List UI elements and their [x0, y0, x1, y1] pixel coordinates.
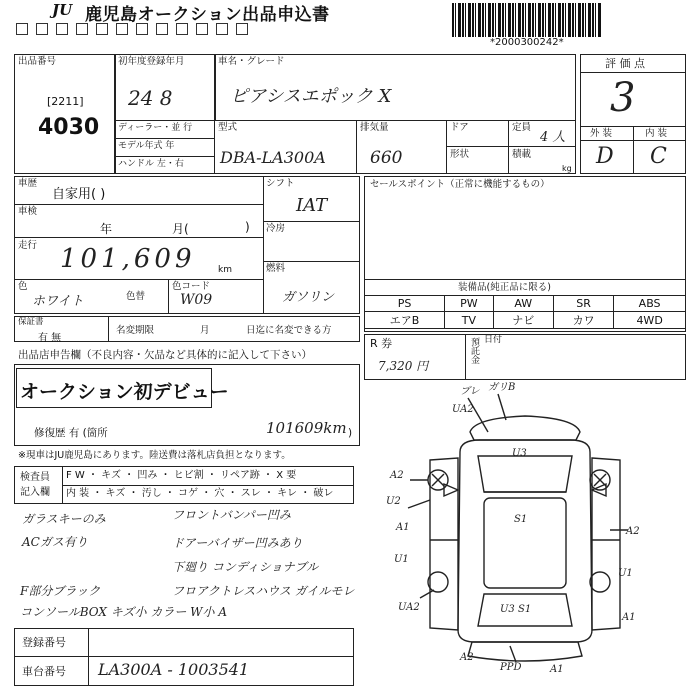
- inspector-row-1: F W ・ キズ ・ 凹み ・ ヒビ割 ・ リペア跡 ・ X 要: [66, 470, 297, 481]
- exterior-label: 外 装: [590, 128, 613, 139]
- diag-label: A2: [460, 652, 474, 663]
- declaration-value: オークション初デビュー: [20, 381, 229, 403]
- chassis-label: 車台番号: [22, 665, 66, 678]
- notice-text: ※現車はJU鹿児島にあります。陸送費は落札店負担となります。: [18, 450, 291, 461]
- shift-label: シフト: [266, 178, 295, 189]
- fuel-label: 燃料: [266, 263, 286, 274]
- deadline-label: 名変期限: [116, 325, 155, 336]
- warranty-label: 保証書: [18, 317, 44, 327]
- wheel-rear-right: [590, 572, 610, 592]
- diag-label: U1: [618, 568, 633, 579]
- load-unit: kg: [562, 164, 572, 173]
- capacity-label: 定員: [512, 122, 532, 133]
- shape-label: 形状: [450, 149, 470, 160]
- note-3-right: 下廻り コンディショナブル: [172, 560, 319, 574]
- capacity-value: 4 人: [540, 130, 566, 145]
- displacement-label: 排気量: [360, 122, 389, 133]
- color-swap-label: 色替: [126, 291, 146, 302]
- chassis-value: LA300A - 1003541: [98, 660, 250, 679]
- equip-abs: ABS: [614, 296, 686, 312]
- barcode: [452, 3, 602, 37]
- inspector-label-1: 検査員: [20, 472, 50, 483]
- diag-label: A2: [390, 470, 404, 481]
- repair-close: ): [348, 427, 353, 439]
- equip-4wd: 4WD: [614, 312, 686, 329]
- mileage-note: 101609km: [266, 419, 347, 437]
- note-4-right: フロアクトレスハウス ガイルモレ: [172, 584, 355, 598]
- recycle-date-label: 日付: [484, 335, 503, 345]
- diag-label: A1: [622, 612, 636, 623]
- note-2-right: ドアーバイザー凹みあり: [172, 536, 303, 550]
- model-name-label: 車名・グレード: [218, 56, 285, 67]
- registration-label: 登録番号: [22, 636, 66, 649]
- score-value: 3: [610, 75, 636, 121]
- inspection-month: 月(: [172, 222, 189, 236]
- inspection-label: 車検: [18, 206, 38, 217]
- note-1-left: ガラスキーのみ: [22, 512, 106, 526]
- inspector-row-2: 内 装 ・ キズ ・ 汚し ・ コゲ ・ 穴 ・ スレ ・ キレ ・ 破レ: [66, 488, 334, 499]
- aircon-label: 冷房: [266, 223, 286, 234]
- diag-label: PPD: [500, 662, 522, 673]
- rear-bumper: [468, 642, 582, 661]
- equipment-label: 装備品(純正品に限る): [458, 282, 551, 293]
- equip-navi: ナビ: [493, 312, 553, 329]
- equip-tv: TV: [445, 312, 494, 329]
- diag-label: ブレ: [460, 386, 480, 397]
- lot-label: 出品番号: [18, 56, 57, 67]
- color-code-value: W09: [180, 292, 213, 308]
- equipment-row: [365, 296, 686, 312]
- equip-aw: AW: [493, 296, 553, 312]
- lot-number: 4030: [38, 115, 100, 140]
- interior-label: 内 装: [645, 128, 668, 139]
- shift-value: IAT: [296, 195, 328, 216]
- first-reg-value: 24 8: [128, 86, 173, 110]
- equipment-row: [365, 312, 686, 329]
- diag-label: U1: [394, 554, 409, 565]
- equip-leather: カワ: [553, 312, 613, 329]
- diag-label: S1: [514, 514, 528, 525]
- recycle-label: 預託金: [469, 337, 479, 364]
- diag-label: ガリB: [488, 382, 516, 393]
- equip-pw: PW: [445, 296, 494, 312]
- page-title: 鹿児島オークション出品申込書: [85, 5, 330, 25]
- exterior-value: D: [596, 144, 614, 169]
- r-ticket-label: R 券: [370, 337, 393, 350]
- repair-label: 修復歴 有 (箇所: [34, 427, 108, 439]
- barcode-number: *2000300242*: [490, 37, 564, 48]
- type-label: 型式: [218, 122, 238, 133]
- equip-sr: SR: [553, 296, 613, 312]
- handle-label: ハンドル 左・右: [118, 159, 184, 169]
- model-year-label: モデル年式 年: [118, 141, 175, 151]
- diag-label: A1: [396, 522, 410, 533]
- front-bumper: [470, 416, 580, 440]
- color-code-label: 色コード: [172, 281, 211, 292]
- interior-value: C: [650, 144, 667, 169]
- warranty-value: 有 無: [38, 333, 62, 344]
- diag-label: U3: [512, 448, 527, 459]
- load-label: 積載: [512, 149, 532, 160]
- note-4-left: F部分ブラック: [20, 584, 101, 598]
- dealer-label: ディーラー・並 行: [118, 123, 193, 133]
- car-damage-diagram: [360, 380, 690, 680]
- inspector-label-2: 記入欄: [20, 487, 50, 498]
- wheel-rear-left: [428, 572, 448, 592]
- displacement-value: 660: [370, 148, 403, 168]
- sales-point-label: セールスポイント（正常に機能するもの）: [370, 179, 550, 190]
- history-value: 自家用( ): [52, 187, 106, 202]
- diag-label: U2: [386, 496, 401, 507]
- first-reg-label: 初年度登録年月: [118, 56, 185, 67]
- deadline-note: 日迄に名変できる方: [246, 325, 332, 336]
- type-value: DBA-LA300A: [220, 148, 326, 167]
- inspection-year: 年: [100, 222, 113, 236]
- fuel-value: ガソリン: [282, 290, 335, 305]
- declaration-label: 出品店申告欄（不良内容・欠品など具体的に記入して下さい）: [18, 349, 312, 361]
- history-label: 車歴: [18, 178, 38, 189]
- inspection-close: ): [245, 220, 250, 234]
- equip-ps: PS: [365, 296, 445, 312]
- model-name-value: ピアシスエポック X: [230, 86, 392, 107]
- equipment-table: [364, 295, 686, 329]
- note-2-left: ACガス有り: [22, 535, 88, 549]
- mileage-unit: km: [218, 265, 232, 275]
- lot-bracket-code: [2211]: [47, 95, 84, 108]
- score-label: 評 価 点: [605, 57, 645, 70]
- note-5: コンソールBOX キズ小 カラー W小 A: [20, 605, 227, 619]
- header: [0, 0, 700, 50]
- ju-logo: JU: [52, 1, 73, 19]
- diag-label: A2: [626, 526, 640, 537]
- recycle-box: [364, 334, 686, 380]
- color-value: ホワイト: [32, 294, 84, 309]
- diag-label: UA2: [398, 602, 420, 613]
- r-ticket-value: 7,320 円: [378, 359, 429, 373]
- diag-label: A1: [550, 664, 564, 675]
- equip-airbag: エアB: [365, 312, 445, 329]
- mileage-value: 101,609: [60, 244, 196, 274]
- deadline-month: 月: [200, 325, 210, 336]
- color-label: 色: [18, 281, 28, 292]
- diag-label: UA2: [452, 404, 474, 415]
- door-label: ドア: [450, 122, 469, 133]
- mileage-label: 走行: [18, 240, 38, 251]
- diag-label: U3 S1: [500, 604, 532, 615]
- note-1-right: フロントバンパー凹み: [172, 508, 291, 522]
